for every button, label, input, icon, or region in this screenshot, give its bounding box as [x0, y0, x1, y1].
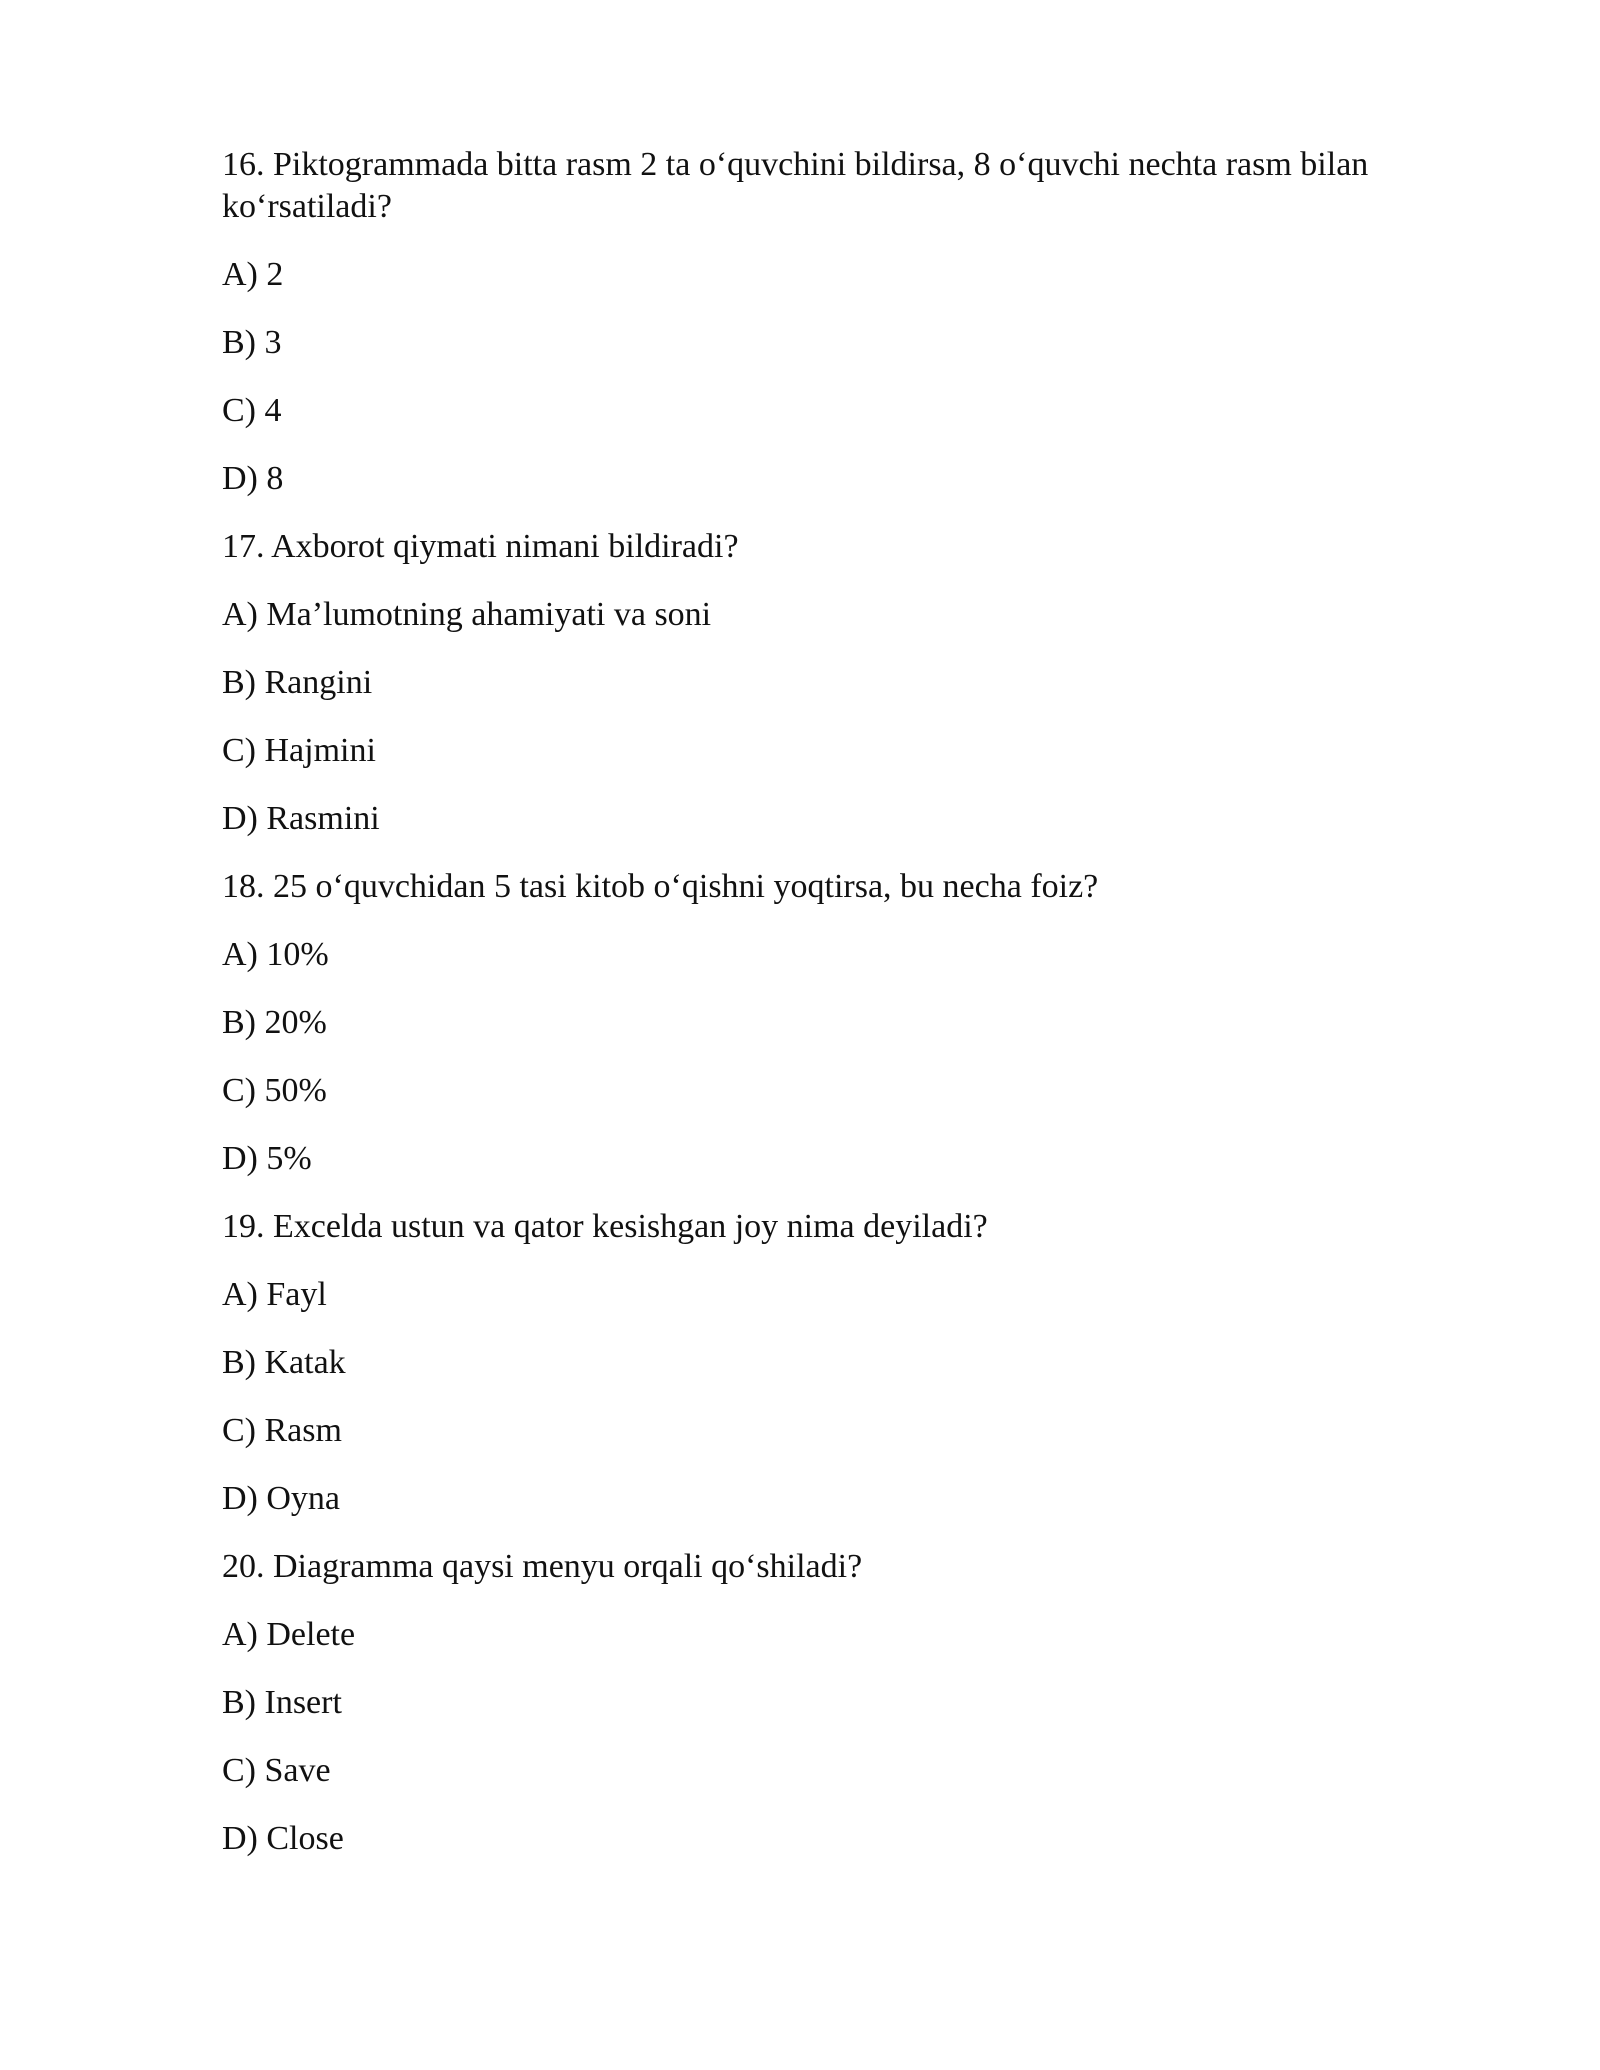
- option-18-a: A) 10%: [222, 936, 329, 973]
- option-17-c: C) Hajmini: [222, 732, 376, 769]
- option-16-b: B) 3: [222, 324, 282, 361]
- option-18-c: C) 50%: [222, 1072, 327, 1109]
- option-17-a: A) Ma’lumotning ahamiyati va soni: [222, 596, 712, 633]
- option-20-d: D) Close: [222, 1820, 344, 1857]
- option-20-a: A) Delete: [222, 1616, 356, 1653]
- option-20-b: B) Insert: [222, 1684, 342, 1721]
- quiz-content: [222, 144, 1462, 1886]
- option-19-a: A) Fayl: [222, 1276, 327, 1313]
- question-18: 18. 25 o‘quvchidan 5 tasi kitob o‘qishni yoqtirsa, bu necha foiz?: [222, 868, 1099, 905]
- option-17-d: D) Rasmini: [222, 800, 380, 837]
- option-19-d: D) Oyna: [222, 1480, 341, 1517]
- question-17: 17. Axborot qiymati nimani bildiradi?: [222, 528, 739, 565]
- option-20-c: C) Save: [222, 1752, 331, 1789]
- option-19-c: C) Rasm: [222, 1412, 342, 1449]
- option-16-d: D) 8: [222, 460, 284, 497]
- option-16-c: C) 4: [222, 392, 282, 429]
- question-20: 20. Diagramma qaysi menyu orqali qo‘shiladi?: [222, 1548, 863, 1585]
- option-19-b: B) Katak: [222, 1344, 346, 1381]
- question-16: 16. Piktogrammada bitta rasm 2 ta o‘quvchini bildirsa, 8 o‘quvchi nechta rasm bilan ko‘rsatiladi?: [222, 146, 1369, 225]
- option-18-b: B) 20%: [222, 1004, 327, 1041]
- option-16-a: A) 2: [222, 256, 284, 293]
- option-17-b: B) Rangini: [222, 664, 373, 701]
- question-19: 19. Excelda ustun va qator kesishgan joy nima deyiladi?: [222, 1208, 988, 1245]
- option-18-d: D) 5%: [222, 1140, 312, 1177]
